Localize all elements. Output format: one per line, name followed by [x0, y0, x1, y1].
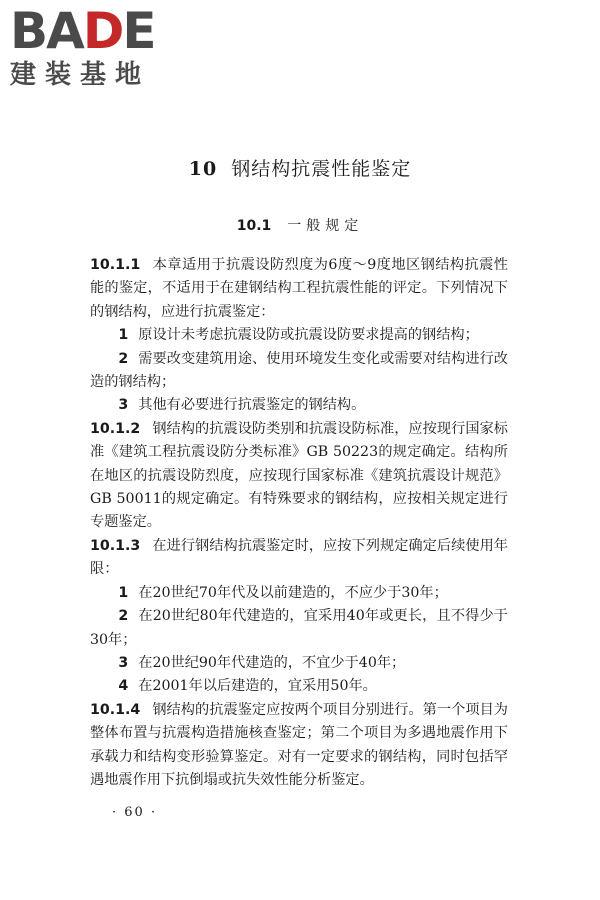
- clause-item: [90, 394, 508, 417]
- clause-number: 10.1.2: [90, 420, 141, 437]
- item-text: 原设计未考虑抗震设防或抗震设防要求提高的钢结构；: [138, 327, 479, 344]
- clause-number: 10.1.4: [90, 701, 141, 718]
- item-number: 1: [118, 584, 129, 601]
- clause-item: [90, 675, 508, 698]
- item-number: 3: [118, 397, 129, 414]
- section-content: [90, 254, 508, 792]
- clause-text: 本章适用于抗震设防烈度为6度～9度地区钢结构抗震性能的鉴定，不适用于在建钢结构工程抗震性能的评定。下列情况下的钢结构，应进行抗震鉴定：: [90, 257, 508, 320]
- section-title-text: 一般规定: [287, 218, 364, 234]
- clause-item: [90, 605, 508, 652]
- item-number: 4: [118, 678, 129, 695]
- logo-subtitle: 建装基地: [10, 60, 151, 90]
- bade-logo: [10, 2, 180, 90]
- item-text: 在2001年以后建造的，宜采用50年。: [138, 678, 377, 695]
- logo-word-accent: D: [82, 2, 123, 60]
- item-number: 1: [118, 327, 129, 344]
- clause-text: 钢结构的抗震设防类别和抗震设防标准，应按现行国家标准《建筑工程抗震设防分类标准》GB 50223的规定确定。结构所在地区的抗震设防烈度，应按现行国家标准《建筑抗震设计规范》GB 50011的规定确定。有特殊要求的钢结构，应按相关规定进行专题鉴定。: [90, 420, 508, 531]
- item-text: 其他有必要进行抗震鉴定的钢结构。: [138, 397, 366, 414]
- logo-word-part1: BA: [10, 2, 83, 60]
- logo-word-part3: E: [122, 2, 155, 60]
- item-text: 需要改变建筑用途、使用环境发生变化或需要对结构进行改造的钢结构；: [90, 350, 508, 391]
- clause-number: 10.1.3: [90, 537, 141, 554]
- chapter-number: 10: [188, 158, 218, 180]
- chapter-title-text: 钢结构抗震性能鉴定: [231, 158, 412, 180]
- item-number: 3: [118, 654, 129, 671]
- clause: [90, 699, 508, 793]
- section-title: [0, 215, 600, 237]
- item-number: 2: [118, 608, 129, 625]
- clause-text: 钢结构的抗震鉴定应按两个项目分别进行。第一个项目为整体布置与抗震构造措施核查鉴定；第二个项目为多遇地震作用下承载力和结构变形验算鉴定。对有一定要求的钢结构，同时包括罕遇地震作用下抗倒塌或抗失效性能分析鉴定。: [90, 701, 508, 788]
- item-text: 在20世纪80年代建造的，宜采用40年或更长，且不得少于30年；: [90, 608, 508, 648]
- item-text: 在20世纪90年代建造的，不宜少于40年；: [138, 654, 406, 671]
- logo-wordmark: [10, 2, 180, 60]
- section-number: 10.1: [236, 218, 272, 234]
- clause-item: [90, 582, 508, 605]
- clause: [90, 418, 508, 535]
- clause: [90, 254, 508, 324]
- clause: [90, 535, 508, 582]
- clause-item: [90, 324, 508, 347]
- item-text: 在20世纪70年代及以前建造的，不应少于30年；: [138, 584, 448, 601]
- clause-item: [90, 652, 508, 675]
- clause-text: 在进行钢结构抗震鉴定时，应按下列规定确定后续使用年限：: [90, 537, 508, 578]
- item-number: 2: [118, 350, 129, 367]
- clause-number: 10.1.1: [90, 257, 141, 273]
- chapter-title: [0, 155, 600, 183]
- page-number: · 60 ·: [112, 805, 158, 820]
- clause-item: [90, 348, 508, 395]
